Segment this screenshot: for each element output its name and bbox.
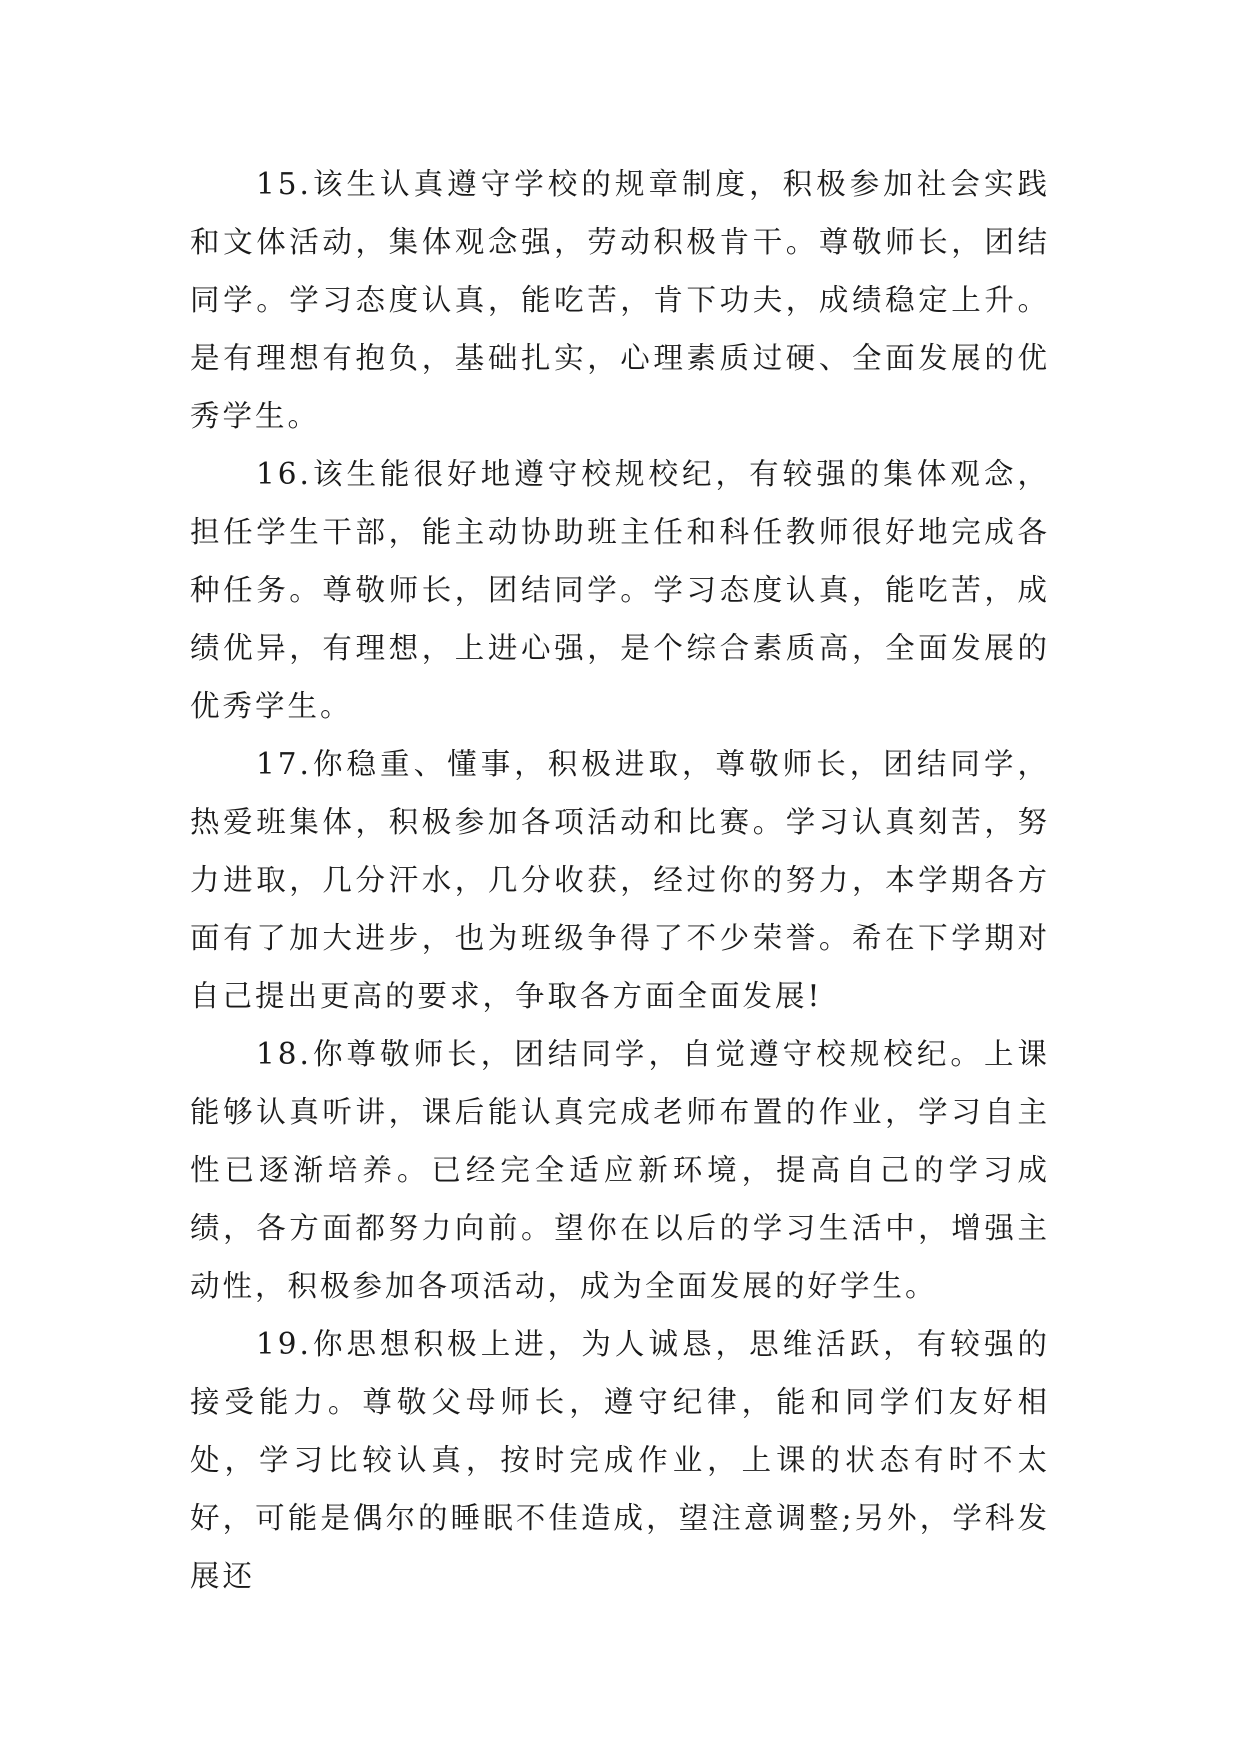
- document-page: [190, 155, 1050, 1605]
- paragraph-19: 19.你思想积极上进，为人诚恳，思维活跃，有较强的接受能力。尊敬父母师长，遵守纪律，能和同学们友好相处，学习比较认真，按时完成作业，上课的状态有时不太好，可能是偶尔的睡眠不佳造成，望注意调整;另外，学科发展还: [190, 1327, 1050, 1593]
- paragraph-15: 15.该生认真遵守学校的规章制度，积极参加社会实践和文体活动，集体观念强，劳动积极肯干。尊敬师长，团结同学。学习态度认真，能吃苦，肯下功夫，成绩稳定上升。是有理想有抱负，基础扎实，心理素质过硬、全面发展的优秀学生。: [190, 167, 1050, 433]
- paragraph-16: 16.该生能很好地遵守校规校纪，有较强的集体观念，担任学生干部，能主动协助班主任和科任教师很好地完成各种任务。尊敬师长，团结同学。学习态度认真，能吃苦，成绩优异，有理想，上进心强，是个综合素质高，全面发展的优秀学生。: [190, 457, 1050, 723]
- paragraph-17: 17.你稳重、懂事，积极进取，尊敬师长，团结同学，热爱班集体，积极参加各项活动和比赛。学习认真刻苦，努力进取，几分汗水，几分收获，经过你的努力，本学期各方面有了加大进步，也为班级争得了不少荣誉。希在下学期对自己提出更高的要求，争取各方面全面发展!: [190, 747, 1050, 1013]
- paragraph-18: 18.你尊敬师长，团结同学，自觉遵守校规校纪。上课能够认真听讲，课后能认真完成老师布置的作业，学习自主性已逐渐培养。已经完全适应新环境，提高自己的学习成绩，各方面都努力向前。望你在以后的学习生活中，增强主动性，积极参加各项活动，成为全面发展的好学生。: [190, 1037, 1050, 1303]
